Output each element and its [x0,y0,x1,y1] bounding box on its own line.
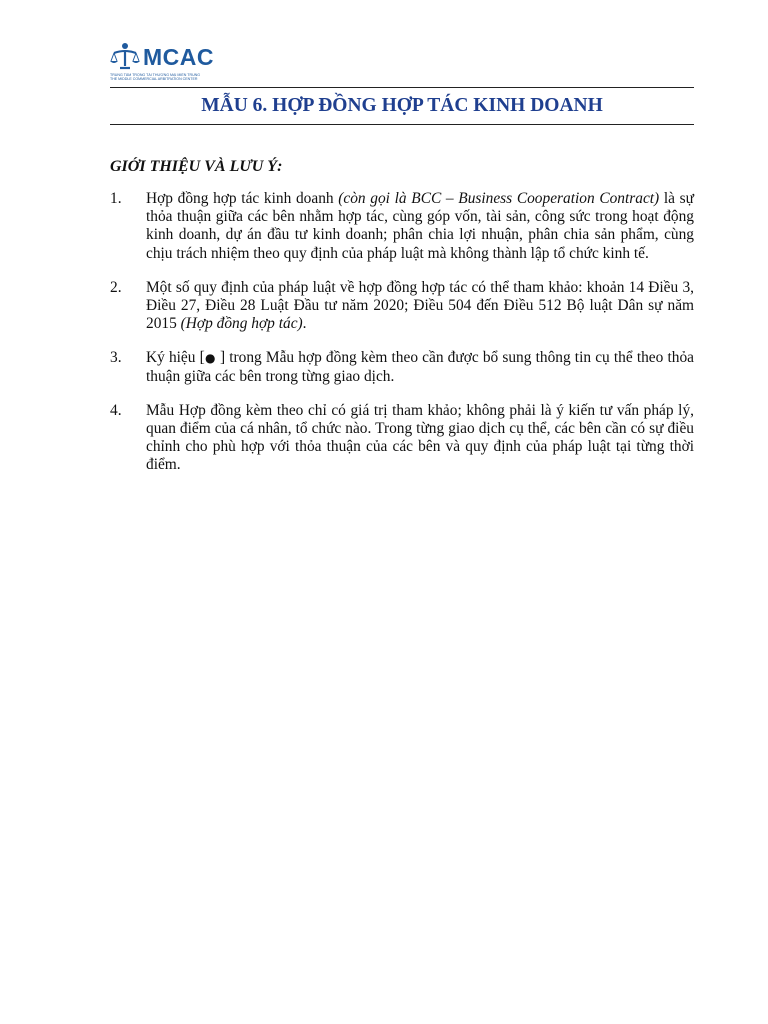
notes-list [110,190,694,491]
item-number: 4. [110,401,122,419]
list-item [110,349,694,385]
item-number: 2. [110,278,122,296]
mcac-logo [110,42,220,84]
item-text-italic: (Hợp đồng hợp tác) [180,315,303,333]
logo-wordmark: MCAC [143,44,214,70]
document-title: MẪU 6. HỢP ĐỒNG HỢP TÁC KINH DOANH [201,95,603,116]
logo-subtitle-vi: TRUNG TÂM TRỌNG TÀI THƯƠNG MẠI MIỀN TRUNG [110,73,201,77]
bullet-placeholder-icon: ● [204,351,216,366]
header-rule-top [110,87,694,88]
item-text-italic: (còn gọi là BCC – Business Cooperation Contract) [338,190,660,207]
item-text: Một số quy định của pháp luật về hợp đồng hợp tác có thể tham khảo: khoản 14 Điều 3, Điều 27, Điều 28 Luật Đầu tư năm 2020; Điều 504 đến Điều 512 Bộ luật Dân sự năm 2015 [146,278,694,333]
header-rule-bottom [110,124,694,125]
scales-of-justice-icon [110,42,142,72]
item-number: 1. [110,190,122,207]
item-number: 3. [110,349,122,367]
list-item [110,279,694,334]
section-heading: GIỚI THIỆU VÀ LƯU Ý: [110,158,283,175]
item-text: Hợp đồng hợp tác kinh doanh [146,190,339,207]
item-text: . [302,315,307,333]
logo-subtitle [110,73,218,81]
list-item [110,402,694,475]
item-text: ] trong Mẫu hợp đồng kèm theo cần được bổ sung thông tin cụ thể theo thỏa thuận giữa các bên trong từng giao dịch. [146,349,694,385]
item-text: Mẫu Hợp đồng kèm theo chỉ có giá trị tham khảo; không phải là ý kiến tư vấn pháp lý, quan điểm của cá nhân, tổ chức nào. Trong từng giao dịch cụ thể, các bên cần có sự điều chỉnh cho phù hợp với thỏa thuận của các bên và quy định của pháp luật tại từng thời điểm. [146,401,694,474]
logo-subtitle-en: THE MIDDLE COMMERCIAL ARBITRATION CENTER [110,77,198,82]
list-item [110,190,694,263]
item-text: Ký hiệu [ [146,349,205,367]
item-text: là sự thỏa thuận giữa các bên nhằm hợp tác, cùng góp vốn, tài sản, công sức trong hoạt động kinh doanh, dự án đầu tư kinh doanh; phân chia lợi nhuận, phân chia sản phẩm, cùng chịu trách nhiệm theo quy định của pháp luật mà không thành lập tổ chức kinh tế. [146,190,694,262]
